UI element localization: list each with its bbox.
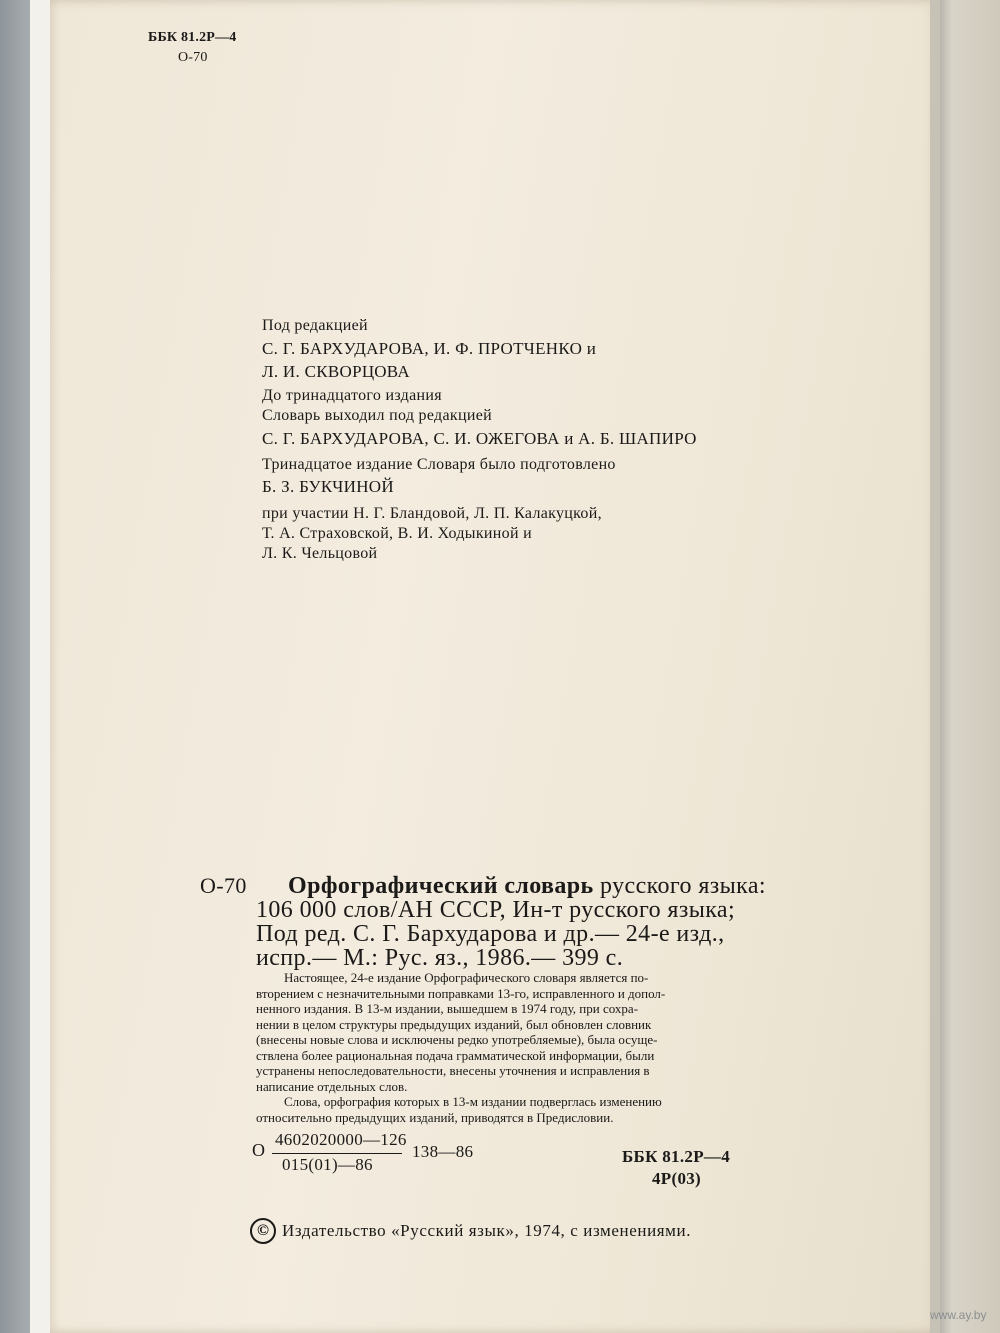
preparation-intro: Тринадцатое издание Словаря было подготовлено — [262, 456, 616, 473]
annotation-line: относительно предыдущих изданий, приводятся в Предисловии. — [256, 1109, 614, 1125]
annotation-line: ненного издания. В 13-м издании, вышедшем в 1974 году, при сохра- — [256, 1001, 639, 1016]
index-numerator: 4602020000—126 — [275, 1130, 407, 1149]
participation-line-3: Л. К. Чельцовой — [262, 545, 378, 562]
annotation-line: Слова, орфография которых в 13-м издании подверглась изменению — [284, 1094, 662, 1109]
index-denominator: 015(01)—86 — [282, 1155, 373, 1174]
annotation-line: Настоящее, 24-е издание Орфографического словаря является по- — [284, 970, 649, 985]
participation-line-2: Т. А. Страховской, В. И. Ходыкиной и — [262, 525, 532, 542]
editors-line-1: С. Г. БАРХУДАРОВА, И. Ф. ПРОТЧЕНКО и — [262, 339, 597, 358]
index-number: 138—86 — [412, 1142, 474, 1161]
preparation-editor: Б. З. БУКЧИНОЙ — [262, 477, 394, 496]
previous-editions-intro-1: До тринадцатого издания — [262, 387, 442, 404]
catalog-line-4: испр.— М.: Рус. яз., 1986.— 399 с. — [256, 945, 624, 971]
page-gutter — [930, 0, 940, 1333]
catalog-code: О-70 — [200, 873, 247, 898]
bbk-header: ББК 81.2Р—4 — [148, 30, 237, 45]
book-page — [50, 0, 940, 1333]
bbk-index-2: 4Р(03) — [652, 1169, 702, 1188]
annotation-line: ствлена более рациональная подача грамматической информации, были — [256, 1047, 655, 1063]
annotation-line: нении в целом структуры предыдущих изданий, был обновлен словник — [256, 1016, 652, 1032]
bbk-index: ББК 81.2Р—4 — [622, 1147, 730, 1166]
annotation-line: вторением с незначительными поправками 13-го, исправленного и допол- — [256, 985, 666, 1001]
catalog-title-rest: русского языка: — [600, 873, 766, 899]
copyright-text: Издательство «Русский язык», 1974, с изменениями. — [282, 1221, 692, 1240]
annotation — [256, 970, 756, 1125]
editors-line-2: Л. И. СКВОРЦОВА — [262, 362, 410, 381]
editors-intro: Под редакцией — [262, 317, 368, 334]
catalog-line-2: 106 000 слов/АН СССР, Ин-т русского языка; — [256, 897, 736, 923]
annotation-line: устранены непоследовательности, внесены уточнения и исправления в — [256, 1063, 650, 1078]
catalog-title-line — [288, 873, 766, 900]
catalog-line-3: Под ред. С. Г. Бархударова и др.— 24-е изд., — [256, 921, 725, 947]
annotation-line: написание отдельных слов. — [256, 1078, 408, 1094]
code-header: О-70 — [178, 50, 208, 65]
copyright-icon: © — [250, 1218, 276, 1244]
previous-editions-intro-2: Словарь выходил под редакцией — [262, 407, 492, 424]
annotation-line: (внесены новые слова и исключены редко употребляемые), была осуще- — [256, 1032, 658, 1047]
opposite-page-edge — [940, 0, 1000, 1333]
watermark: www.ay.by — [930, 1308, 987, 1322]
fraction-line — [272, 1153, 402, 1154]
previous-editors: С. Г. БАРХУДАРОВА, С. И. ОЖЕГОВА и А. Б. ШАПИРО — [262, 429, 697, 448]
catalog-title-bold: Орфографический словарь — [288, 873, 594, 899]
participation-line-1: при участии Н. Г. Бландовой, Л. П. Калакуцкой, — [262, 505, 602, 522]
index-letter: О — [252, 1140, 266, 1160]
